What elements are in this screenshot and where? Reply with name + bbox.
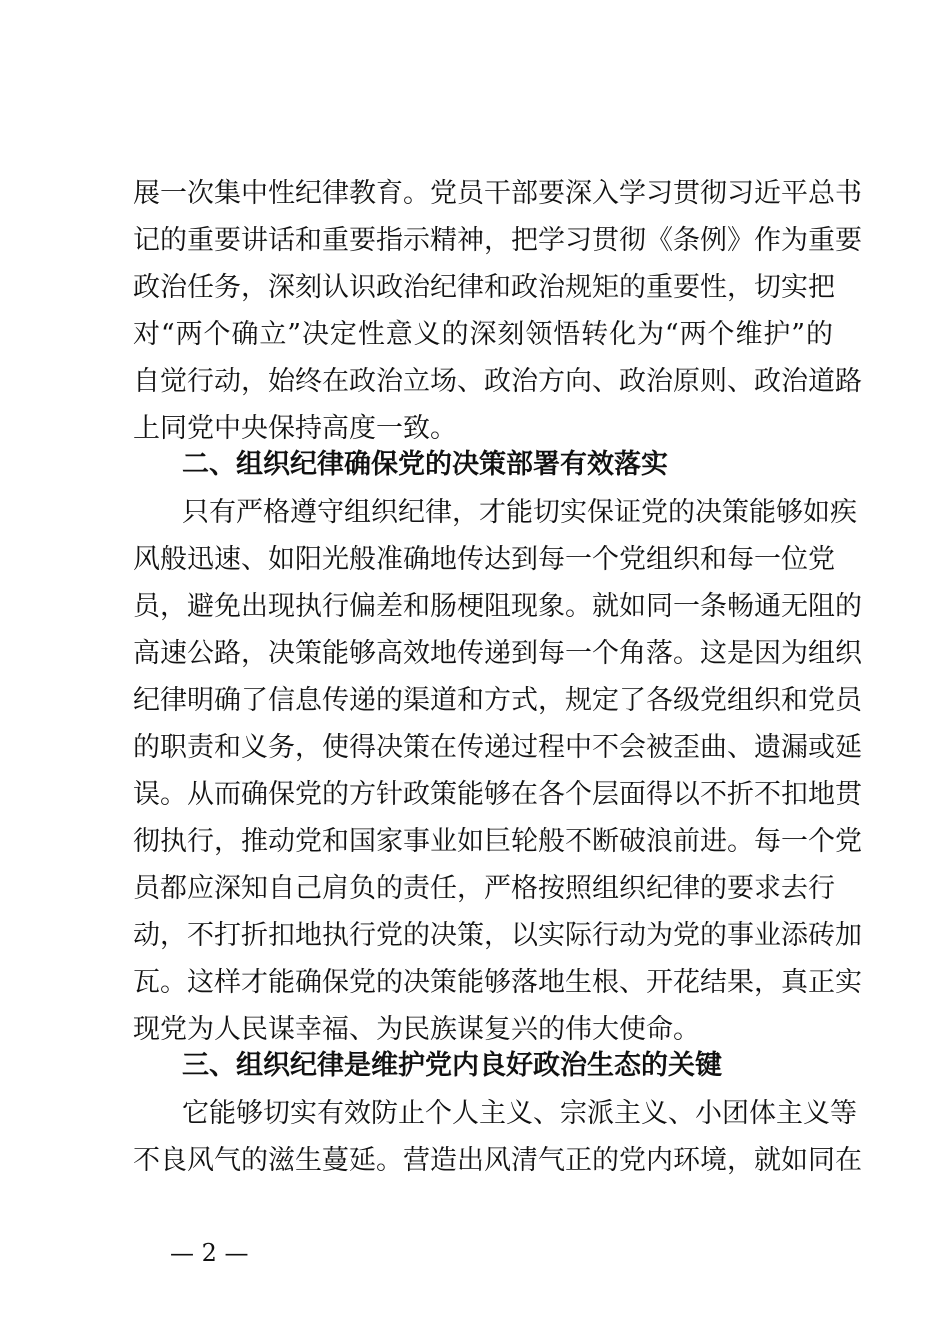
page-number: — 2 —	[170, 1239, 249, 1267]
paragraph-line: 风般迅速、如阳光般准确地传达到每一个党组织和每一位党	[133, 544, 835, 575]
paragraph-line: 自觉行动，始终在政治立场、政治方向、政治原则、政治道路	[133, 366, 862, 397]
paragraph-line: 动，不打折扣地执行党的决策，以实际行动为党的事业添砖加	[133, 920, 862, 951]
section-heading: 二、组织纪律确保党的决策部署有效落实	[182, 449, 668, 480]
paragraph-line: 现党为人民谋幸福、为民族谋复兴的伟大使命。	[133, 1014, 700, 1045]
paragraph-line: 上同党中央保持高度一致。	[133, 413, 457, 444]
paragraph-line: 瓦。这样才能确保党的决策能够落地生根、开花结果，真正实	[133, 967, 862, 998]
paragraph-line: 展一次集中性纪律教育。党员干部要深入学习贯彻习近平总书	[133, 178, 862, 209]
paragraph-line: 它能够切实有效防止个人主义、宗派主义、小团体主义等	[182, 1098, 857, 1129]
paragraph-line: 只有严格遵守组织纪律，才能切实保证党的决策能够如疾	[182, 497, 857, 528]
paragraph-line: 对“两个确立”决定性意义的深刻领悟转化为“两个维护”的	[133, 319, 833, 350]
paragraph-line: 记的重要讲话和重要指示精神，把学习贯彻《条例》作为重要	[133, 225, 862, 256]
paragraph-line: 误。从而确保党的方针政策能够在各个层面得以不折不扣地贯	[133, 779, 862, 810]
paragraph-line: 纪律明确了信息传递的渠道和方式，规定了各级党组织和党员	[133, 685, 862, 716]
paragraph-line: 彻执行，推动党和国家事业如巨轮般不断破浪前进。每一个党	[133, 826, 862, 857]
paragraph-line: 高速公路，决策能够高效地传递到每一个角落。这是因为组织	[133, 638, 862, 669]
paragraph-line: 员都应深知自己肩负的责任，严格按照组织纪律的要求去行	[133, 873, 835, 904]
section-heading: 三、组织纪律是维护党内良好政治生态的关键	[182, 1050, 722, 1081]
paragraph-line: 政治任务，深刻认识政治纪律和政治规矩的重要性，切实把	[133, 272, 835, 303]
paragraph-line: 员，避免出现执行偏差和肠梗阻现象。就如同一条畅通无阻的	[133, 591, 862, 622]
paragraph-line: 不良风气的滋生蔓延。营造出风清气正的党内环境，就如同在	[133, 1145, 862, 1176]
paragraph-line: 的职责和义务，使得决策在传递过程中不会被歪曲、遗漏或延	[133, 732, 862, 763]
